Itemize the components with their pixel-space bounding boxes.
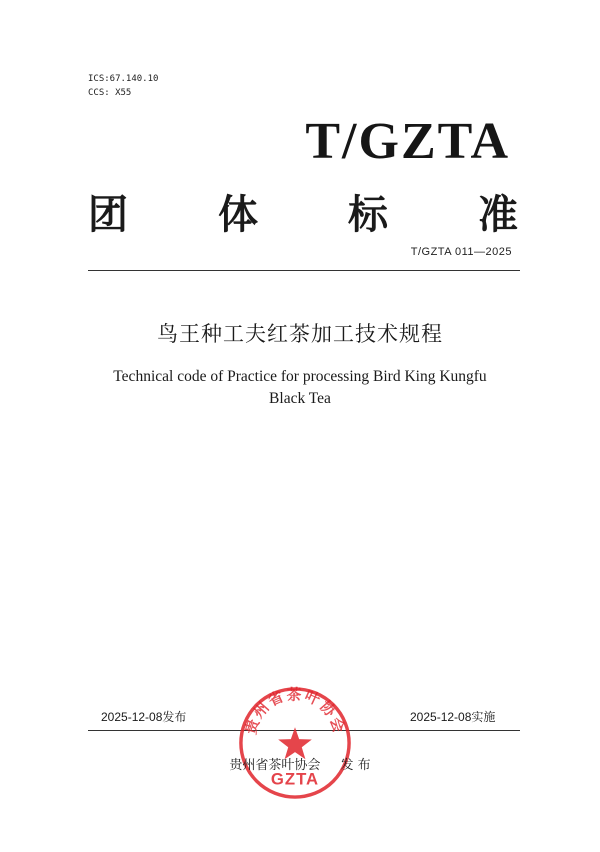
standard-type: [88, 183, 518, 240]
title-english-line: Black Tea: [269, 390, 331, 407]
standard-type-char: 准: [478, 192, 518, 238]
ccs-code: CCS: X55: [88, 88, 132, 98]
standard-brand: T/GZTA: [305, 113, 510, 170]
standard-number: T/GZTA 011—2025: [410, 246, 512, 258]
title-english-line: Technical code of Practice for processing Bird King Kungfu: [113, 368, 487, 385]
official-seal-icon: [236, 684, 354, 802]
title-chinese: 鸟王种工夫红茶加工技术规程: [157, 322, 443, 346]
standard-type-char: 标: [348, 192, 388, 238]
svg-text:贵州省茶叶协会: 贵州省茶叶协会: [242, 686, 348, 737]
ics-code: ICS:67.140.10: [88, 74, 159, 84]
publisher-name: 贵州省茶叶协会: [229, 758, 321, 773]
publish-date: 2025-12-08发布: [101, 710, 187, 724]
standard-type-char: 团: [88, 192, 128, 238]
publish-word: 发 布: [340, 758, 371, 773]
header-divider: [88, 270, 520, 271]
publisher-line: [0, 754, 600, 773]
title-english: [60, 366, 540, 410]
classification-codes: [88, 72, 158, 100]
svg-text:GZTA: GZTA: [270, 769, 320, 789]
standard-type-char: 体: [218, 192, 258, 238]
implement-date: 2025-12-08实施: [410, 710, 496, 724]
